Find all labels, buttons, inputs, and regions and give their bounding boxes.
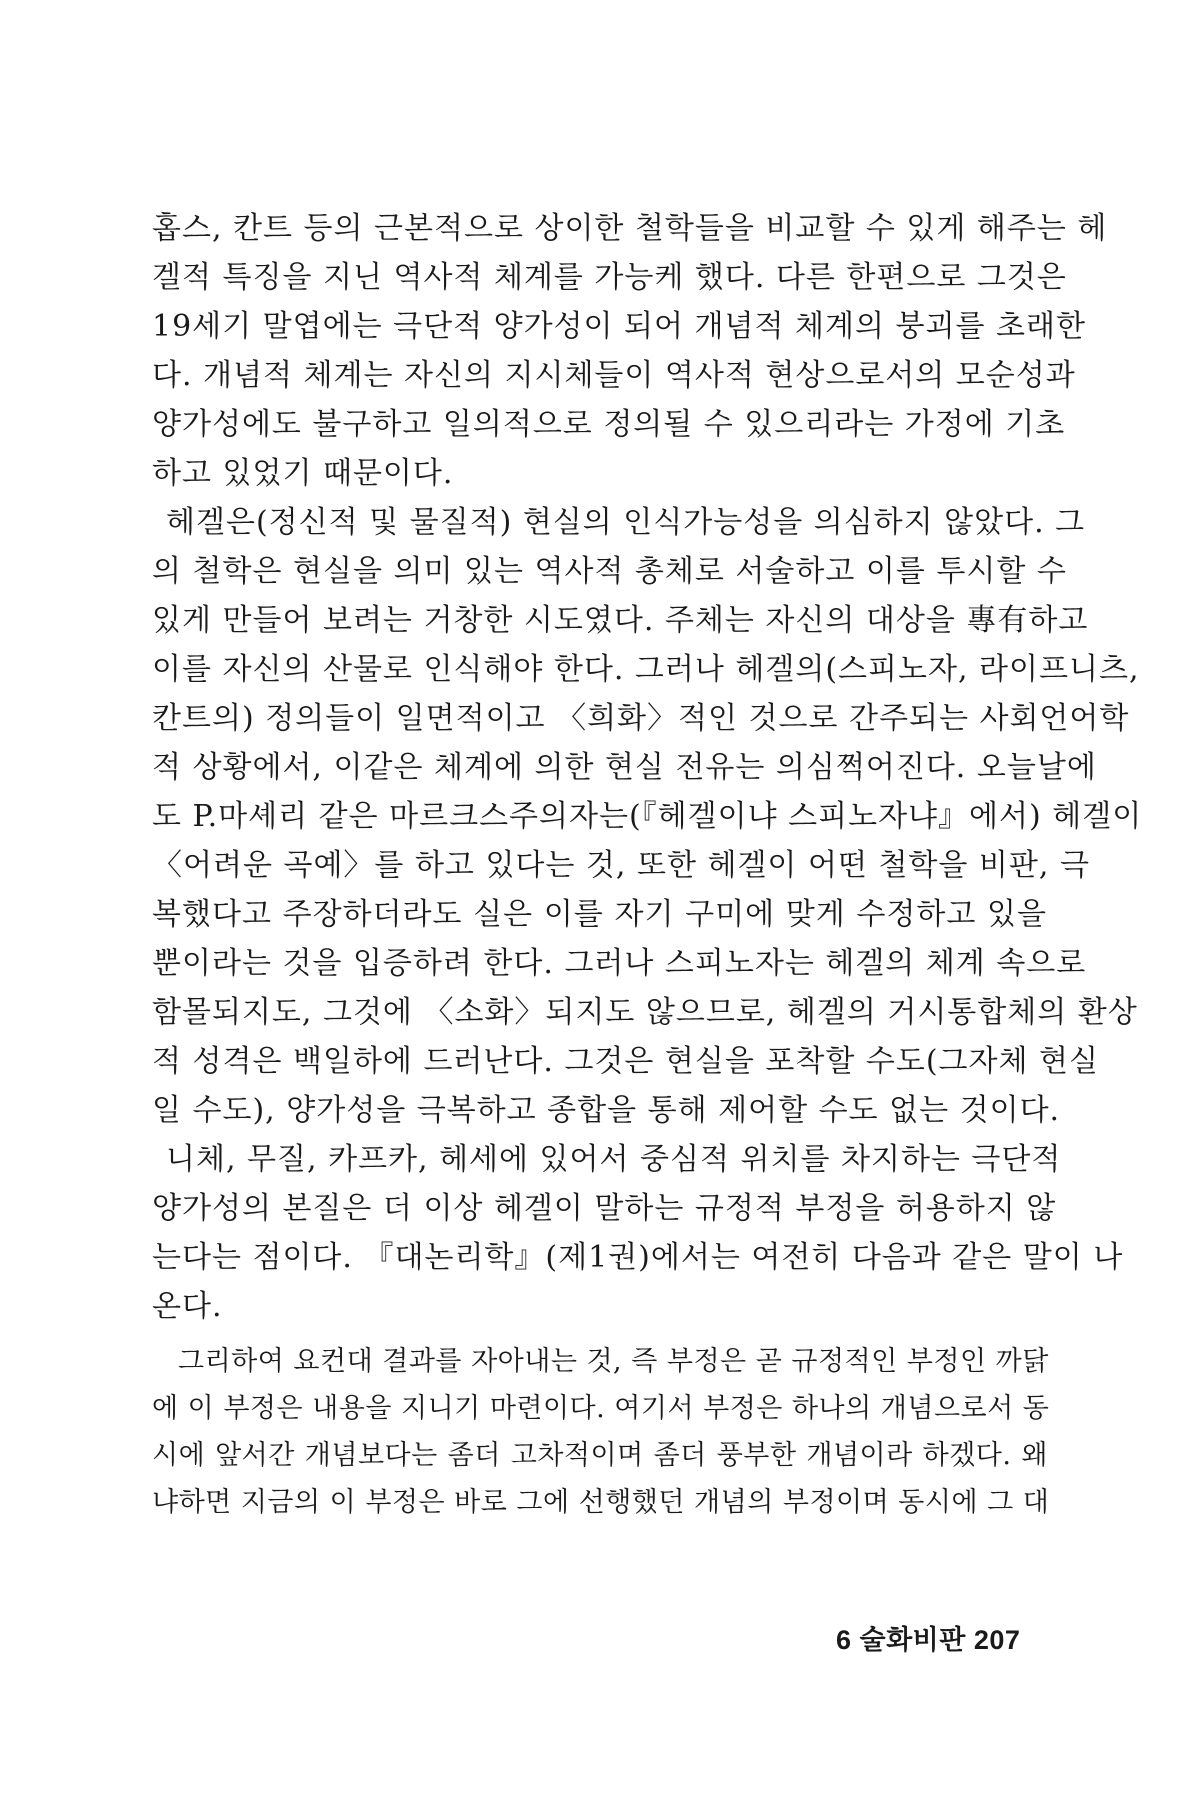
text-line: 적 성격은 백일하에 드러난다. 그것은 현실을 포착할 수도(그자체 현실 [152,1044,1099,1079]
text-line: 니체, 무질, 카프카, 헤세에 있어서 중심적 위치를 차지하는 극단적 [166,1142,1062,1177]
text-line: 의 철학은 현실을 의미 있는 역사적 총체로 서술하고 이를 투시할 수 [152,554,1067,589]
block-quote [152,1338,1050,1526]
quote-line: 그리하여 요컨대 결과를 자아내는 것, 즉 부정은 곧 규정적인 부정인 까닭 [178,1346,1049,1377]
page-folio: 6 술화비판 207 [836,1625,1021,1655]
text-line: 칸트의) 정의들이 일면적이고 〈희화〉적인 것으로 간주되는 사회언어학 [152,701,1130,736]
text-line: 일 수도), 양가성을 극복하고 종합을 통해 제어할 수도 없는 것이다. [152,1093,1061,1128]
text-line: 온다. [152,1289,223,1324]
text-line: 겔적 특징을 지닌 역사적 체계를 가능케 했다. 다른 한편으로 그것은 [152,260,1067,295]
text-line: 양가성의 본질은 더 이상 헤겔이 말하는 규정적 부정을 허용하지 않 [152,1191,1057,1226]
text-line: 는다는 점이다. 『대논리학』(제1권)에서는 여전히 다음과 같은 말이 나 [152,1240,1124,1275]
text-line: 적 상황에서, 이같은 체계에 의한 현실 전유는 의심쩍어진다. 오늘날에 [152,750,1097,785]
text-line: 헤겔은(정신적 및 물질적) 현실의 인식가능성을 의심하지 않았다. 그 [166,505,1086,540]
quote-line: 시에 앞서간 개념보다는 좀더 고차적이며 좀더 풍부한 개념이라 하겠다. 왜 [152,1440,1048,1471]
text-line: 있게 만들어 보려는 거창한 시도였다. 주체는 자신의 대상을 專有하고 [152,603,1089,638]
text-line: 뿐이라는 것을 입증하려 한다. 그러나 스피노자는 헤겔의 체계 속으로 [152,946,1087,981]
text-line: 함몰되지도, 그것에 〈소화〉되지도 않으므로, 헤겔의 거시통합체의 환상 [152,995,1138,1030]
text-line: 이를 자신의 산물로 인식해야 한다. 그러나 헤겔의(스피노자, 라이프니츠, [152,652,1140,687]
text-line: 도 P.마셰리 같은 마르크스주의자는(『헤겔이냐 스피노자냐』에서) 헤겔이 [152,799,1143,834]
quote-line: 에 이 부정은 내용을 지니기 마련이다. 여기서 부정은 하나의 개념으로서 동 [152,1393,1050,1424]
text-line: 〈어려운 곡예〉를 하고 있다는 것, 또한 헤겔이 어떤 철학을 비판, 극 [152,848,1090,883]
text-line: 홉스, 칸트 등의 근본적으로 상이한 철학들을 비교할 수 있게 해주는 헤 [152,211,1108,246]
text-line: 다. 개념적 체계는 자신의 지시체들이 역사적 현상으로서의 모순성과 [152,358,1076,393]
text-line: 복했다고 주장하더라도 실은 이를 자기 구미에 맞게 수정하고 있을 [152,897,1047,932]
text-line: 하고 있었기 때문이다. [152,456,454,491]
text-line: 19세기 말엽에는 극단적 양가성이 되어 개념적 체계의 붕괴를 초래한 [152,309,1086,344]
text-line: 양가성에도 불구하고 일의적으로 정의될 수 있으리라는 가정에 기초 [152,407,1066,442]
body-text [152,204,1143,1331]
quote-line: 냐하면 지금의 이 부정은 바로 그에 선행했던 개념의 부정이며 동시에 그 대 [152,1487,1050,1518]
